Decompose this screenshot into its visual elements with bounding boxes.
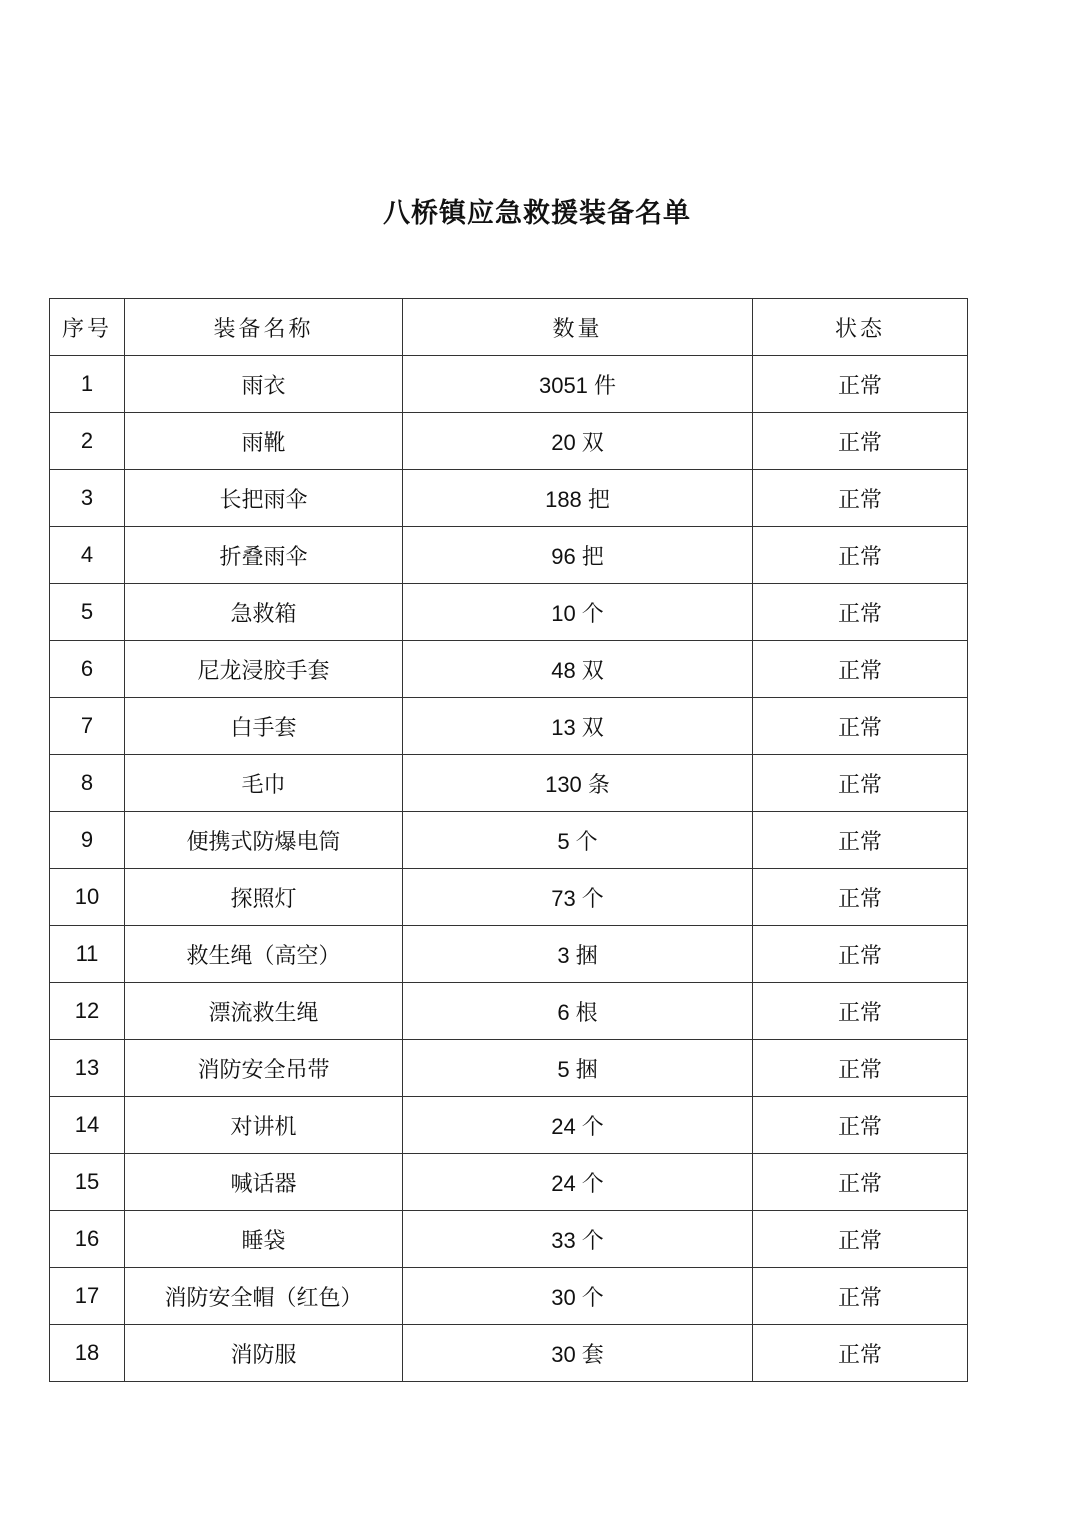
cell-status: 正常 [753,470,968,527]
table-row [50,1325,968,1382]
cell-status: 正常 [753,698,968,755]
cell-status: 正常 [753,926,968,983]
cell-quantity: 73 个 [403,869,753,926]
cell-equipment-name: 毛巾 [125,755,403,812]
table-row [50,1154,968,1211]
cell-status: 正常 [753,1211,968,1268]
cell-status: 正常 [753,413,968,470]
cell-serial-number: 13 [50,1040,125,1097]
cell-equipment-name: 睡袋 [125,1211,403,1268]
cell-status: 正常 [753,983,968,1040]
cell-quantity: 3051 件 [403,356,753,413]
cell-equipment-name: 消防服 [125,1325,403,1382]
cell-status: 正常 [753,1268,968,1325]
cell-status: 正常 [753,527,968,584]
table-row [50,1211,968,1268]
cell-equipment-name: 漂流救生绳 [125,983,403,1040]
header-quantity: 数量 [403,299,753,356]
cell-status: 正常 [753,584,968,641]
cell-status: 正常 [753,1097,968,1154]
table-body [50,356,968,1382]
cell-serial-number: 10 [50,869,125,926]
cell-equipment-name: 急救箱 [125,584,403,641]
table-row [50,641,968,698]
cell-status: 正常 [753,869,968,926]
cell-equipment-name: 消防安全帽（红色） [125,1268,403,1325]
cell-quantity: 24 个 [403,1154,753,1211]
cell-quantity: 48 双 [403,641,753,698]
cell-serial-number: 15 [50,1154,125,1211]
table-row [50,698,968,755]
table-row [50,527,968,584]
cell-quantity: 5 个 [403,812,753,869]
cell-equipment-name: 救生绳（高空） [125,926,403,983]
table-row [50,812,968,869]
cell-status: 正常 [753,356,968,413]
cell-serial-number: 14 [50,1097,125,1154]
cell-serial-number: 4 [50,527,125,584]
table-row [50,584,968,641]
header-status: 状态 [753,299,968,356]
document-title: 八桥镇应急救援装备名单 [383,198,691,229]
table-row [50,983,968,1040]
table-row [50,755,968,812]
cell-equipment-name: 白手套 [125,698,403,755]
header-serial-number: 序号 [50,299,125,356]
cell-quantity: 6 根 [403,983,753,1040]
table-row [50,470,968,527]
cell-quantity: 188 把 [403,470,753,527]
cell-quantity: 24 个 [403,1097,753,1154]
cell-quantity: 3 捆 [403,926,753,983]
table-row [50,1040,968,1097]
cell-serial-number: 5 [50,584,125,641]
cell-serial-number: 2 [50,413,125,470]
cell-equipment-name: 对讲机 [125,1097,403,1154]
cell-status: 正常 [753,1154,968,1211]
cell-equipment-name: 喊话器 [125,1154,403,1211]
cell-quantity: 13 双 [403,698,753,755]
cell-status: 正常 [753,1325,968,1382]
cell-equipment-name: 探照灯 [125,869,403,926]
cell-serial-number: 18 [50,1325,125,1382]
cell-quantity: 10 个 [403,584,753,641]
cell-quantity: 33 个 [403,1211,753,1268]
table-row [50,413,968,470]
cell-equipment-name: 消防安全吊带 [125,1040,403,1097]
cell-quantity: 96 把 [403,527,753,584]
cell-quantity: 20 双 [403,413,753,470]
cell-serial-number: 17 [50,1268,125,1325]
cell-equipment-name: 雨衣 [125,356,403,413]
table-header-row [50,299,968,356]
cell-equipment-name: 长把雨伞 [125,470,403,527]
table-row [50,1097,968,1154]
cell-status: 正常 [753,1040,968,1097]
cell-equipment-name: 尼龙浸胶手套 [125,641,403,698]
cell-serial-number: 6 [50,641,125,698]
table-row [50,1268,968,1325]
cell-serial-number: 7 [50,698,125,755]
cell-equipment-name: 便携式防爆电筒 [125,812,403,869]
cell-serial-number: 12 [50,983,125,1040]
cell-serial-number: 11 [50,926,125,983]
cell-equipment-name: 折叠雨伞 [125,527,403,584]
table-row [50,356,968,413]
cell-serial-number: 8 [50,755,125,812]
cell-quantity: 5 捆 [403,1040,753,1097]
cell-serial-number: 3 [50,470,125,527]
cell-serial-number: 16 [50,1211,125,1268]
table-row [50,869,968,926]
equipment-table [49,298,968,1382]
cell-status: 正常 [753,812,968,869]
cell-quantity: 130 条 [403,755,753,812]
cell-serial-number: 9 [50,812,125,869]
header-equipment-name: 装备名称 [125,299,403,356]
cell-quantity: 30 套 [403,1325,753,1382]
cell-status: 正常 [753,641,968,698]
cell-equipment-name: 雨靴 [125,413,403,470]
table-row [50,926,968,983]
cell-quantity: 30 个 [403,1268,753,1325]
cell-serial-number: 1 [50,356,125,413]
cell-status: 正常 [753,755,968,812]
